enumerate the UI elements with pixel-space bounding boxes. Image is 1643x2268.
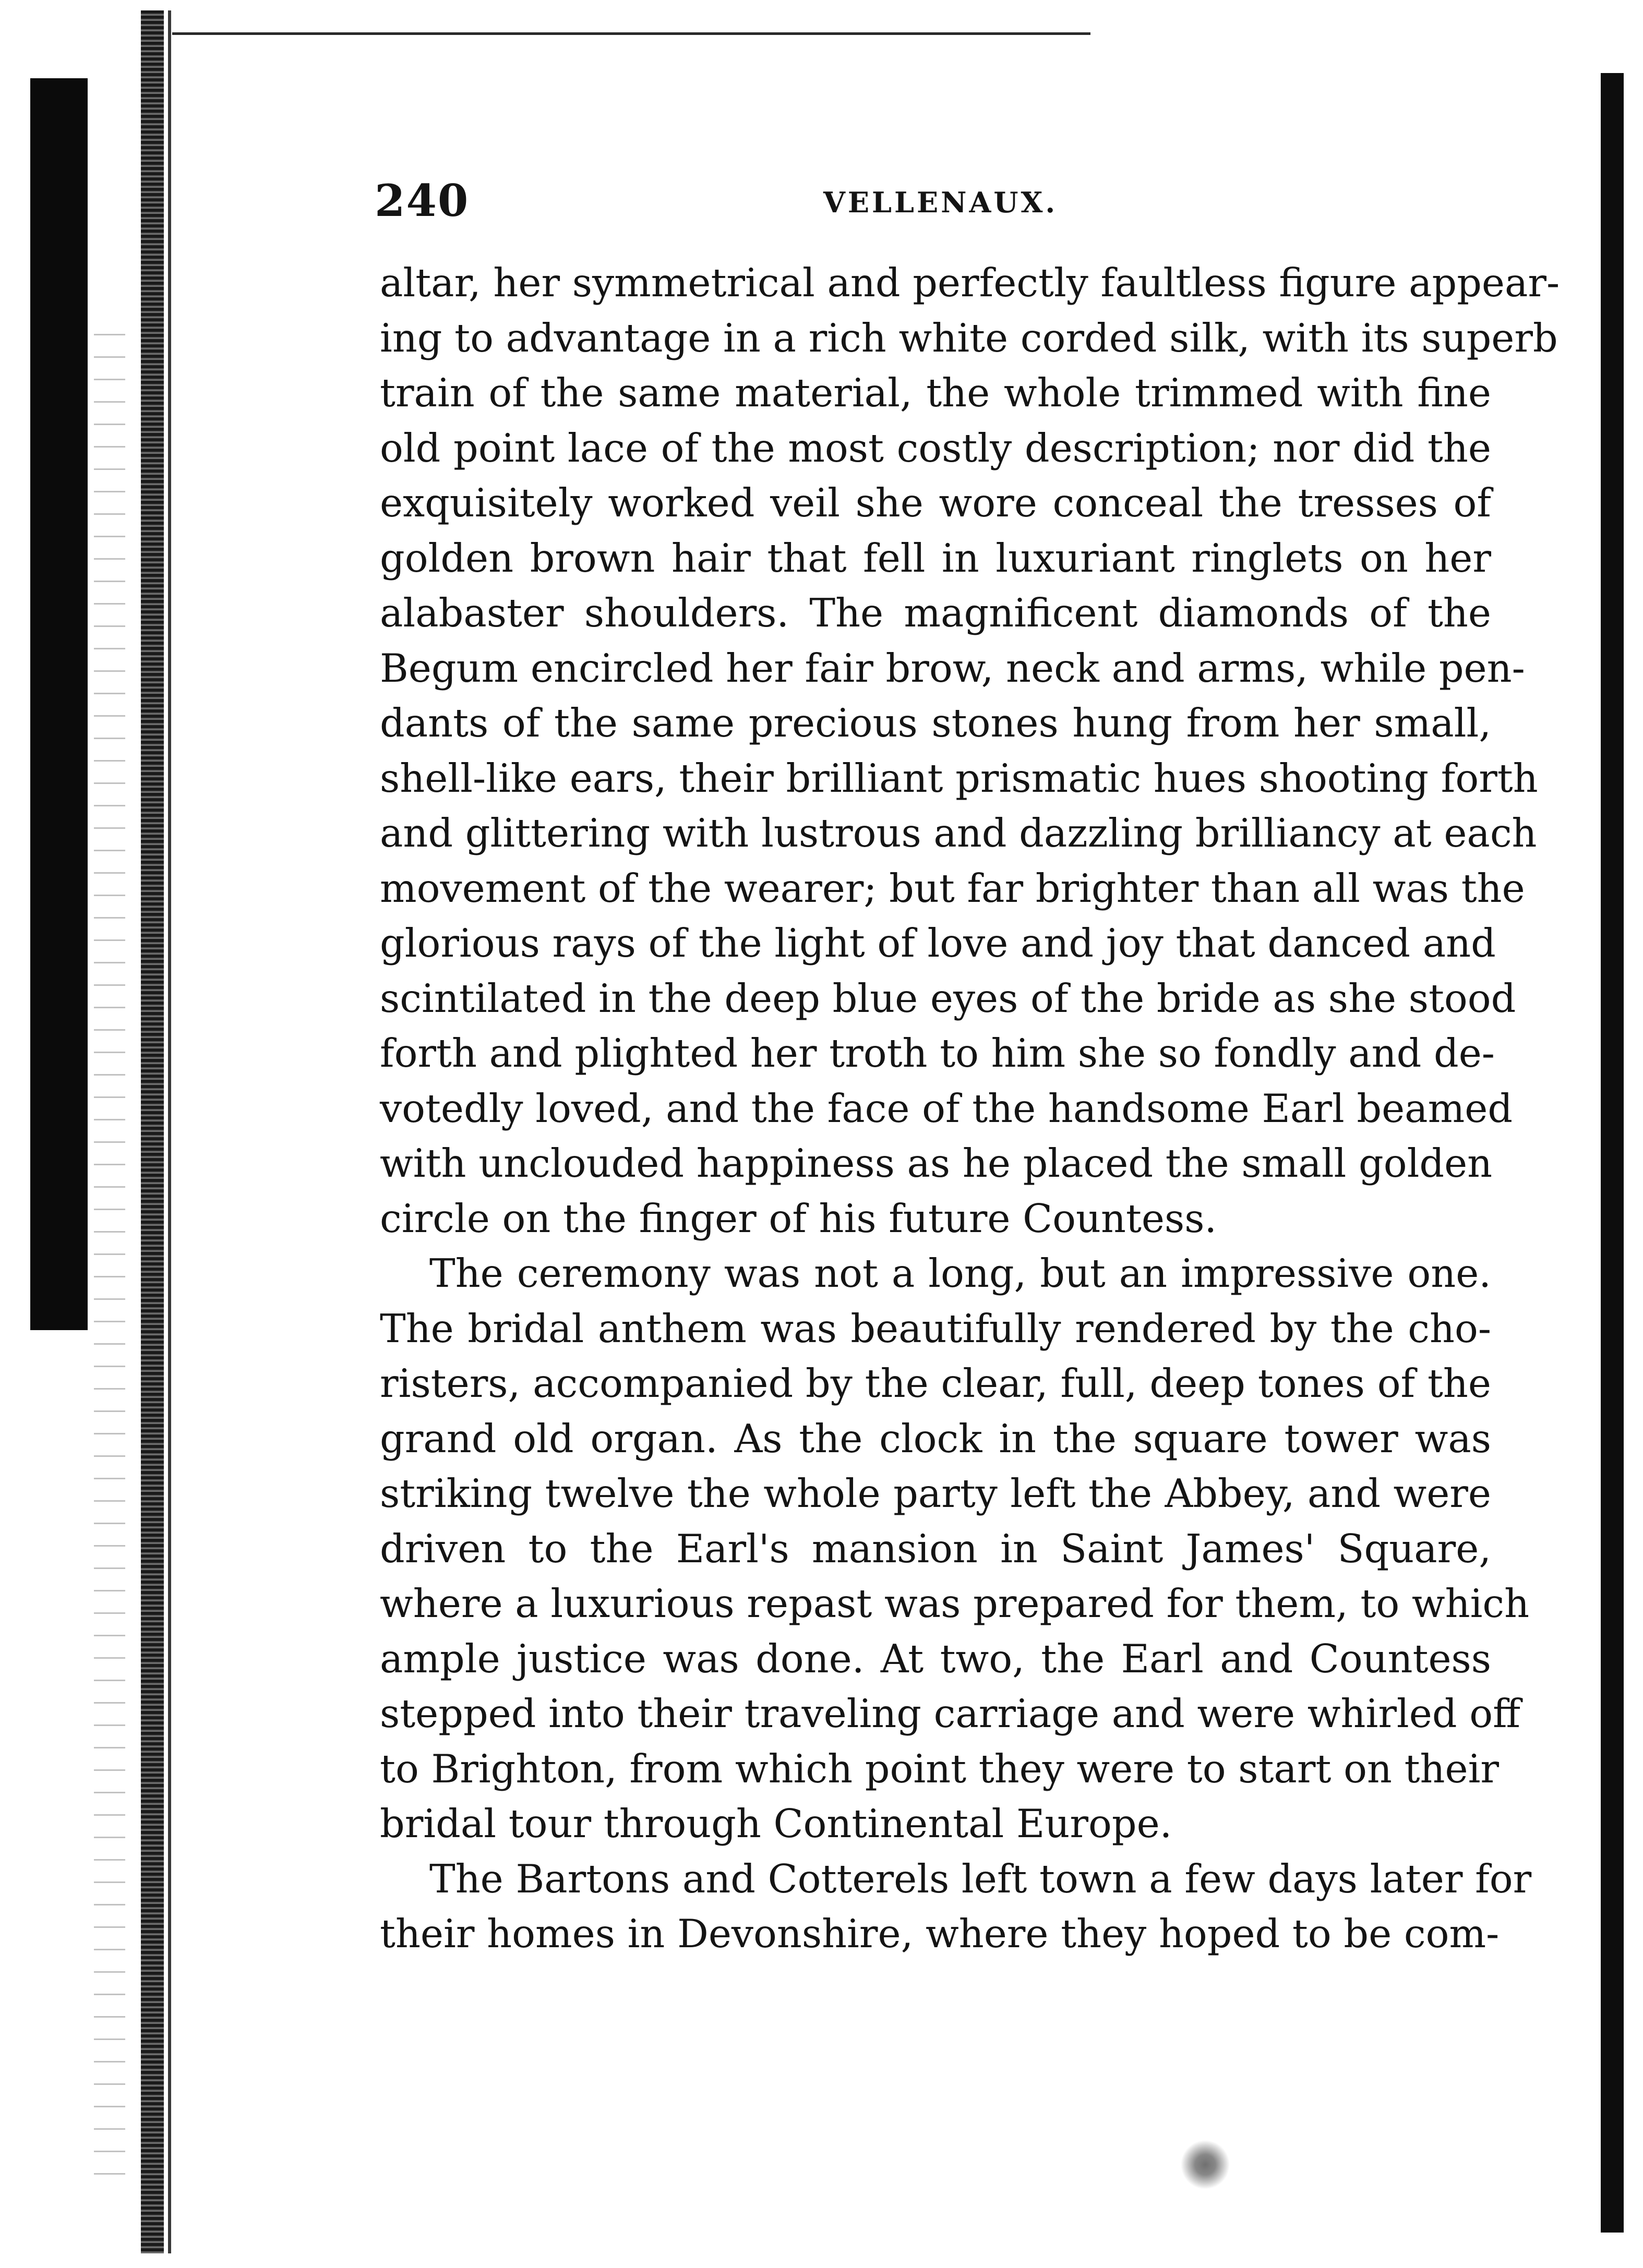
text-line: old point lace of the most costly description; nor did the — [380, 425, 1491, 471]
text-line: circle on the finger of his future Countess. — [380, 1196, 1217, 1241]
scan-smudge — [1174, 2139, 1237, 2191]
text-line: scintilated in the deep blue eyes of the bride as she stood — [380, 975, 1516, 1021]
text-line: grand old organ. As the clock in the square tower was — [380, 1416, 1491, 1462]
scan-edge-shadow-left — [30, 78, 88, 1330]
text-line: golden brown hair that fell in luxuriant ringlets on her — [380, 535, 1491, 581]
text-line: driven to the Earl's mansion in Saint James' Square, — [380, 1526, 1491, 1572]
text-line: ing to advantage in a rich white corded silk, with its superb — [380, 315, 1558, 361]
text-line: bridal tour through Continental Europe. — [380, 1801, 1172, 1847]
text-line: Begum encircled her fair brow, neck and arms, while pen- — [380, 645, 1525, 691]
text-line: exquisitely worked veil she wore conceal the tresses of — [380, 480, 1491, 526]
scan-binding-edge — [141, 10, 164, 2253]
text-line: risters, accompanied by the clear, full, deep tones of the — [380, 1361, 1491, 1406]
text-line: alabaster shoulders. The magnificent diamonds of the — [380, 590, 1491, 636]
text-line: altar, her symmetrical and perfectly faultless figure appear- — [380, 260, 1560, 306]
scan-binding-line — [168, 10, 171, 2253]
scan-speckle-left — [94, 313, 125, 2191]
text-line: forth and plighted her troth to him she so fondly and de- — [380, 1031, 1495, 1076]
text-line: to Brighton, from which point they were to start on their — [380, 1746, 1500, 1792]
running-head — [375, 172, 1491, 230]
text-line: and glittering with lustrous and dazzling brilliancy at each — [380, 811, 1537, 856]
text-line: The bridal anthem was beautifully rendered by the cho- — [380, 1306, 1491, 1352]
text-line: striking twelve the whole party left the Abbey, and were — [380, 1471, 1491, 1516]
body-text — [380, 256, 1560, 1962]
text-line: votedly loved, and the face of the handsome Earl beamed — [380, 1085, 1513, 1131]
text-line: The ceremony was not a long, but an impressive one. — [429, 1251, 1491, 1296]
text-line: ample justice was done. At two, the Earl and Countess — [380, 1636, 1491, 1682]
text-line: with unclouded happiness as he placed the small golden — [380, 1141, 1493, 1186]
scan-top-rule — [172, 32, 1090, 35]
text-line: stepped into their traveling carriage and were whirled off — [380, 1691, 1521, 1736]
text-line: where a luxurious repast was prepared for them, to which — [380, 1581, 1530, 1626]
page-number: 240 — [375, 175, 470, 226]
paragraph-2 — [380, 1246, 1530, 1852]
paragraph-3 — [380, 1852, 1532, 1962]
text-line: glorious rays of the light of love and joy that danced and — [380, 921, 1496, 966]
text-line: movement of the wearer; but far brighter than all was the — [380, 865, 1525, 911]
text-line: shell-like ears, their brilliant prismatic hues shooting forth — [380, 755, 1538, 801]
paragraph-1 — [380, 256, 1560, 1246]
running-title: VELLENAUX. — [823, 186, 1058, 219]
text-line: The Bartons and Cotterels left town a few days later for — [429, 1856, 1532, 1902]
text-line: their homes in Devonshire, where they hoped to be com- — [380, 1911, 1500, 1957]
text-line: train of the same material, the whole trimmed with fine — [380, 370, 1491, 416]
text-line: dants of the same precious stones hung from her small, — [380, 701, 1491, 746]
scan-edge-shadow-right — [1601, 73, 1624, 2233]
